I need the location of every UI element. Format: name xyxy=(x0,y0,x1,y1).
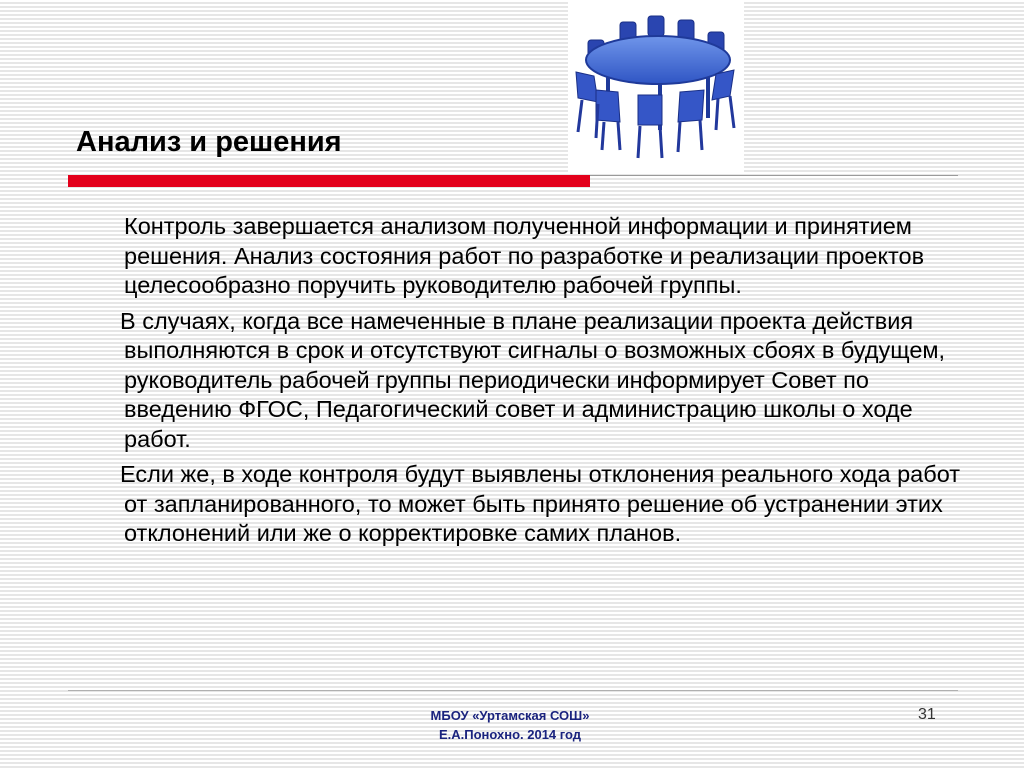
round-table-image xyxy=(568,0,744,172)
title-divider-line xyxy=(590,175,958,176)
footer-org: МБОУ «Уртамская СОШ» xyxy=(430,708,590,723)
slide-title: Анализ и решения xyxy=(76,126,342,158)
paragraph-on-schedule-cases: В случаях, когда все намеченные в плане реализации проекта действия выполняются в срок и отсутствуют сигналы о возможных сбоях в будущем, руководитель рабочей группы периодически информирует Совет по введению ФГОС, Педагогический совет и администрацию школы о ходе работ. xyxy=(120,307,946,452)
round-table-with-chairs-icon xyxy=(568,0,744,172)
paragraph-deviations: Если же, в ходе контроля будут выявлены отклонения реального хода работ от запланированного, то может быть принято решение об устранении этих отклонений или же о корректировке самих планов. xyxy=(120,461,961,546)
paragraph-control-analysis: Контроль завершается анализом полученной информации и принятием решения. Анализ состояния работ по разработке и реализации проектов целесообразно поручить руководителю рабочей группы. xyxy=(124,213,925,298)
title-accent-bar xyxy=(68,175,590,187)
footer-credits xyxy=(410,706,610,744)
footer-divider-line xyxy=(68,690,958,691)
page-number: 31 xyxy=(918,706,936,723)
footer-author: Е.А.Понохно. 2014 год xyxy=(438,727,582,742)
slide-body xyxy=(120,212,964,555)
